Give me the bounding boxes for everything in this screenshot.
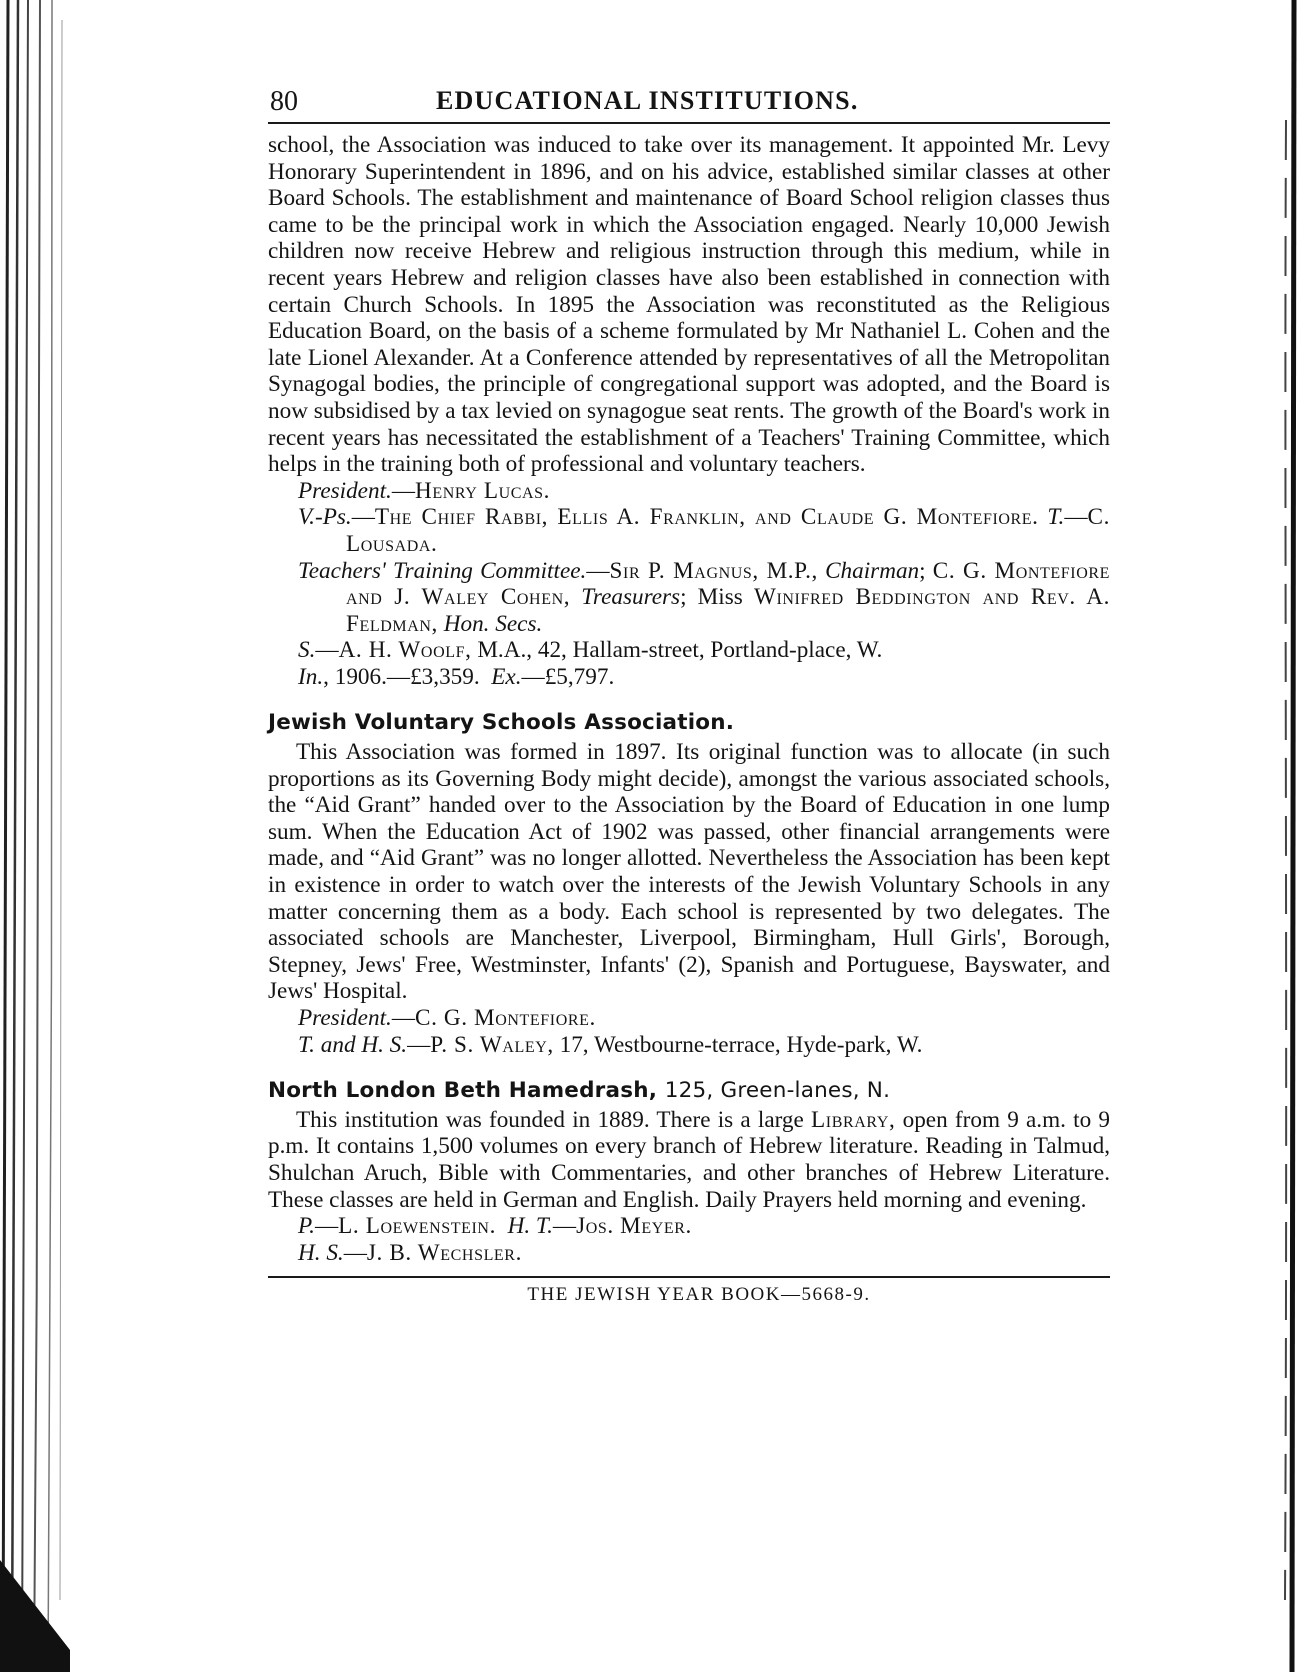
officer-name: P. S. Waley,: [430, 1031, 554, 1058]
section-title-north-london-beth-hamedrash: [268, 1078, 1110, 1105]
officer-role: Treasurers: [581, 584, 681, 611]
section-title-jewish-voluntary-schools: Jewish Voluntary Schools Association.: [268, 710, 735, 736]
officer-address: M.A., 42, Hallam-street, Portland-place, W.: [477, 637, 883, 664]
page-body: [268, 132, 1110, 1266]
officer-label: P.: [298, 1213, 315, 1240]
running-title: EDUCATIONAL INSTITUTIONS.: [436, 86, 859, 115]
officer-line-finance: [268, 664, 1110, 691]
officer-line-hs: H. S.—J. B. Wechsler.: [298, 1239, 522, 1266]
officer-role: Chairman: [825, 557, 920, 584]
page-number: 80: [270, 86, 298, 117]
paragraph-text: open from 9 a.m. to 9 p.m. It contains 1,500 volumes on every branch of Hebrew literature. Reading in Talmud, Shulchan Aruch, Bible with Commentaries, and other branches of Hebrew Literature. These classes are held in German and English. Daily Prayers held morning and evening.: [268, 1106, 1110, 1213]
officer-line-committee: Teachers' Training Committee.—Sir P. Magnus, M.P., Chairman; C. G. Montefiore and J. Waley Cohen, Treasurers; Miss Winifred Beddington and Rev. A. Feldman, Hon. Secs.: [298, 557, 1111, 637]
section-address: 125, Green-lanes, N.: [664, 1078, 891, 1104]
book-page: [268, 80, 1110, 1306]
officer-label: S.: [298, 637, 316, 664]
officer-line-treasurer-secretary: T. and H. S.—P. S. Waley, 17, Westbourne-terrace, Hyde-park, W.: [298, 1031, 923, 1058]
officer-name: J. B. Wechsler.: [366, 1239, 522, 1266]
officer-line-vice-presidents: V.-Ps.—The Chief Rabbi, Ellis A. Franklin, and Claude G. Montefiore. T.—C. Lousada.: [298, 504, 1110, 557]
page-edge-right: [1274, 0, 1304, 1672]
officer-name: A. H. Woolf,: [338, 637, 472, 664]
section-paragraph: school, the Association was induced to take over its management. It appointed Mr. Levy Honorary Superintendent in 1896, and on his advice, established similar classes at other Board Schools. The establishment and maintenance of Board School religion classes thus came to be the principal work in which the Association engaged. Nearly 10,000 Jewish children now receive Hebrew and religious instruction through this medium, while in recent years Hebrew and religion classes have also been established in connection with certain Church Schools. In 1895 the Association was reconstituted as the Religious Education Board, on the basis of a scheme formulated by Mr Nathaniel L. Cohen and the late Lionel Alexander. At a Conference attended by representatives of all the Metropolitan Synagogal bodies, the principle of congregational support was adopted, and the Board is now subsidised by a tax levied on synagogue seat rents. The growth of the Board's work in recent years has necessitated the establishment of a Teachers' Training Committee, which helps in the training both of professional and voluntary teachers.: [268, 132, 1110, 478]
section-title-text: North London Beth Hamedrash,: [268, 1078, 658, 1104]
paragraph-text: This institution was founded in 1889. There is a large: [296, 1106, 804, 1133]
footer-rule: [268, 1276, 1110, 1278]
officer-label: President.: [298, 477, 392, 504]
income-label: In.: [298, 663, 324, 690]
page-header: [268, 80, 1110, 124]
section-paragraph: [268, 1107, 1110, 1213]
officer-label: T.: [1047, 504, 1065, 531]
officer-label: H. T.: [507, 1213, 553, 1240]
officer-line-p-ht: P.—L. Loewenstein. H. T.—Jos. Meyer.: [298, 1213, 692, 1240]
officer-label: H. S.: [298, 1239, 344, 1266]
expenditure-value: —£5,797.: [521, 663, 615, 690]
officer-name: C. Lousada.: [346, 504, 1110, 557]
officer-name: Sir P. Magnus, M.P.,: [609, 557, 818, 584]
officer-name: Winifred Beddington and Rev. A. Feldman,: [346, 584, 1111, 637]
income-value: , 1906.—£3,359.: [323, 663, 480, 690]
officer-name: Henry Lucas.: [415, 477, 551, 504]
officer-label: V.-Ps.: [298, 504, 352, 531]
officer-text: ; Miss: [680, 584, 743, 611]
section-paragraph: This Association was formed in 1897. Its original function was to allocate (in such proportions as its Governing Body might decide), amongst the various associated schools, the “Aid Grant” handed over to the Association by the Board of Education in one lump sum. When the Education Act of 1902 was passed, other financial arrangements were made, and “Aid Grant” was no longer allotted. Nevertheless the Association has been kept in existence in order to watch over the interests of the Jewish Voluntary Schools in any matter concerning them as a body. Each school is represented by two delegates. The associated schools are Manchester, Liverpool, Birmingham, Hull Girls', Borough, Stepney, Jews' Free, Westminster, Infants' (2), Spanish and Portuguese, Bayswater, and Jews' Hospital.: [268, 739, 1110, 1005]
officer-label: Teachers' Training Committee.: [298, 557, 587, 584]
officer-name: C. G. Montefiore and J. Waley Cohen,: [346, 557, 1110, 611]
officer-name: C. G. Montefiore.: [415, 1005, 596, 1031]
officer-name: Jos. Meyer.: [576, 1213, 692, 1240]
officer-label: T. and H. S.: [298, 1031, 408, 1058]
page-footer: THE JEWISH YEAR BOOK—5668-9.: [527, 1284, 871, 1306]
expenditure-label: Ex.: [491, 663, 522, 690]
officer-line-president: President.—C. G. Montefiore.: [298, 1005, 596, 1031]
library-text: Library,: [811, 1106, 896, 1133]
officer-name: L. Loewenstein.: [338, 1213, 496, 1240]
officer-name: The Chief Rabbi, Ellis A. Franklin, and Claude G. Montefiore.: [374, 504, 1039, 531]
officer-address: 17, Westbourne-terrace, Hyde-park, W.: [559, 1031, 923, 1058]
page-edge-left: [0, 0, 70, 1672]
officer-role: Hon. Secs.: [443, 610, 543, 637]
officer-line-secretary: S.—A. H. Woolf, M.A., 42, Hallam-street, Portland-place, W.: [298, 637, 883, 664]
officer-label: President.: [298, 1005, 392, 1031]
officer-line-president: President.—Henry Lucas.: [298, 477, 551, 504]
